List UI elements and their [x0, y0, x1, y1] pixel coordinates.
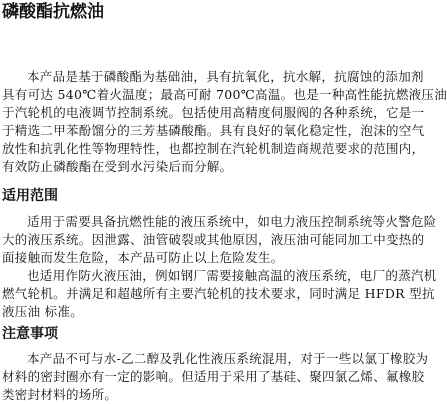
description-line-3: 于汽轮机的电液调节控制系统。包括使用高精度伺服阀的各种系统，它是一 — [2, 105, 425, 120]
description-line-2: 具有可达 540℃着火温度；最高可耐 700℃高温。也是一种高性能抗燃液压油 — [2, 87, 447, 102]
section-heading-scope: 适用范围 — [2, 188, 58, 204]
scope-line-3: 面接触而发生危险，本产品可防止以上危险发生。 — [2, 250, 284, 265]
description-line-4: 于精选二甲苯酚馏分的三芳基磷酸酯。具有良好的氧化稳定性，泡沫的空气 — [2, 123, 425, 138]
section-heading-notes: 注意事项 — [2, 326, 58, 342]
page-title: 磷酸酯抗燃油 — [2, 2, 104, 22]
scope-line-4: 也适用作防火液压油，例如钢厂需要接触高温的液压系统，电厂的蒸汽机 — [27, 268, 437, 283]
scope-line-6: 液压油 标准。 — [2, 304, 84, 319]
scope-line-5: 燃气轮机。并满足和超越所有主要汽轮机的技术要求，同时满足 HFDR 型抗 — [2, 286, 435, 301]
notes-line-2: 材料的密封圈亦有一定的影响。但适用于采用了基硅、聚四氯乙烯、氟橡胶 — [2, 369, 425, 384]
scope-line-1: 适用于需要具备抗燃性能的液压系统中，如电力液压控制系统等火警危险 — [27, 214, 437, 229]
notes-line-1: 本产品不可与水-乙二醇及乳化性液压系统混用，对于一些以氯丁橡胶为 — [27, 351, 429, 366]
description-line-5: 放性和抗乳化性等物理特性，也都控制在汽轮机制造商规范要求的范围内， — [2, 141, 425, 156]
description-line-6: 有效防止磷酸酯在受到水污染后而分解。 — [2, 159, 233, 174]
description-line-1: 本产品是基于磷酸酯为基础油，具有抗氧化，抗水解，抗腐蚀的添加剂 — [27, 69, 424, 84]
notes-line-3: 类密封材料的场所。 — [2, 387, 118, 402]
scope-line-2: 大的液压系统。因泄露、油管破裂或其他原因，液压油可能同加工中变热的 — [2, 232, 425, 247]
